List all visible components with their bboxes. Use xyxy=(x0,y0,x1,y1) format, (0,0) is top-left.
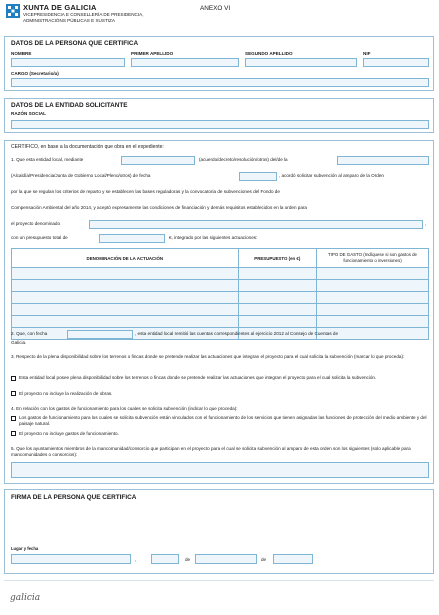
de-2: de xyxy=(261,557,267,562)
apellido1-label: PRIMER APELLIDO xyxy=(131,51,174,56)
table-row xyxy=(12,268,429,280)
p1-text-f: Compensación Ambiental del año 2014, y aceptó expresamente las condiciones de financiación y demás requisitos establecidos en la orden para xyxy=(11,205,307,210)
nombre-label: NOMBRE xyxy=(11,51,32,56)
p1-text-g: el proyecto denominado xyxy=(11,221,61,226)
total-budget-field[interactable] xyxy=(99,234,165,243)
nif-label: NIF xyxy=(363,51,371,56)
apellido1-field[interactable] xyxy=(131,58,239,67)
dept-line-1: VICEPRESIDENCIA E CONSELLERÍA DE PRESIDENCIA, xyxy=(23,12,144,17)
day-field[interactable] xyxy=(151,554,179,564)
place-comma: , xyxy=(135,557,137,562)
month-field[interactable] xyxy=(195,554,257,564)
p1-text-a: 1. Que esta entidad local, mediante xyxy=(11,157,84,162)
person-section xyxy=(4,36,434,91)
table-row xyxy=(12,292,429,304)
p3-option2-checkbox[interactable] xyxy=(11,391,16,396)
apellido2-label: SEGUNDO APELLIDO xyxy=(245,51,293,56)
p4-option1-checkbox[interactable] xyxy=(11,416,16,421)
footer-logo: galicia xyxy=(10,593,41,603)
p1-text-h: con un presupuesto total de xyxy=(11,235,68,240)
razon-social-field[interactable] xyxy=(11,120,429,129)
entity-section xyxy=(4,98,434,133)
table-row xyxy=(12,280,429,292)
signature-section-title: FIRMA DE LA PERSONA QUE CERTIFICA xyxy=(11,494,137,501)
p3-option1-text: Esta entidad local posee plena disponibilidad sobre los terrenos o fincas donde se pretende realizar las actuaciones que integran el proyecto para el cual solicita la subvención. xyxy=(19,375,377,380)
p1-text-d: , acordó solicitar subvención al amparo de la Orden xyxy=(279,173,384,178)
place-field[interactable] xyxy=(11,554,131,564)
p1-act-type-field[interactable] xyxy=(121,156,195,165)
nombre-field[interactable] xyxy=(11,58,125,67)
table-row xyxy=(12,316,429,328)
p2-text-b: , esta entidad local remitió las cuentas correspondientes al ejercicio 2012 al Consejo de Cuentas de xyxy=(135,331,339,336)
person-section-title: DATOS DE LA PERSONA QUE CERTIFICA xyxy=(11,40,139,47)
p4-option1-text: Los gastos de funcionamiento para los cuales se solicita subvención están vinculados con el funcionamiento de los servicios que tienen asignadas las funciones de protección del medio ambiente y del paisaje natural. xyxy=(19,415,427,426)
p1-comma: , xyxy=(425,221,427,226)
entity-section-title: DATOS DE LA ENTIDAD SOLICITANTE xyxy=(11,102,128,109)
p1-text-i: €, integrado por las siguientes actuaciones: xyxy=(169,235,258,240)
cargo-label: CARGO (Secretario/a) xyxy=(11,71,59,76)
p3-option1-checkbox[interactable] xyxy=(11,376,16,381)
razon-social-label: RAZÓN SOCIAL xyxy=(11,111,46,116)
p1-text-b: (acuerdo/decreto/resolución/otros) del/de la xyxy=(199,157,288,162)
actions-table xyxy=(11,248,429,340)
dept-line-2: ADMINISTRACIÓNS PÚBLICAS E XUSTIZA xyxy=(23,18,115,23)
p3-option2-text: El proyecto no incluye la realización de obras. xyxy=(19,391,113,396)
p1-text-e: por la que se regulan los criterios de reparto y se establecen las bases reguladoras y la convocatoria de subvenciones del Fondo de xyxy=(11,189,280,194)
p1-organ-field[interactable] xyxy=(337,156,429,165)
p3-text: 3. Respecto de la plena disponibilidad sobre los terrenos o fincas donde se pretende realizar las actuaciones que integran el proyecto para el cual solicita la subvención (marcar lo que proceda): xyxy=(11,354,405,359)
footer xyxy=(4,580,434,611)
certify-section xyxy=(4,140,434,484)
certify-intro: CERTIFICO, en base a la documentación que obra en el expediente: xyxy=(11,144,164,150)
header xyxy=(0,0,439,24)
annex-label: ANEXO VI xyxy=(200,5,231,12)
xunta-logo-icon xyxy=(6,4,20,18)
p2-text-a: 2. Que, con fecha xyxy=(11,331,48,336)
municipalities-field[interactable] xyxy=(11,462,429,478)
year-field[interactable] xyxy=(273,554,313,564)
apellido2-field[interactable] xyxy=(245,58,357,67)
de-1: de xyxy=(185,557,191,562)
col-denominacion: DENOMINACIÓN DE LA ACTUACIÓN xyxy=(12,249,239,268)
p2-text-c: Galicia. xyxy=(11,340,27,345)
table-row xyxy=(12,304,429,316)
p4-option2-text: El proyecto no incluye gastos de funcionamiento. xyxy=(19,431,119,436)
p5-text: 5. Que los ayuntamientos miembros de la mancomunidad/consorcio que participan en el proyecto para el cual se solicita subvención al amparo de esta orden son los siguientes (solo aplicable para mancomunidades o consorcios): xyxy=(11,446,411,457)
place-date-label: Lugar y fecha xyxy=(11,546,39,551)
p2-date-field[interactable] xyxy=(67,330,133,339)
logo-name: XUNTA DE GALICIA xyxy=(23,3,97,12)
nif-field[interactable] xyxy=(363,58,429,67)
col-presupuesto: PRESUPUESTO (en €) xyxy=(238,249,316,268)
p4-option2-checkbox[interactable] xyxy=(11,431,16,436)
p1-text-c: (Alcaldía/Presidencia/Junta de Gobierno Local/Pleno/otros) de fecha xyxy=(11,173,151,178)
p4-text: 4. En relación con los gastos de funcionamiento para los cuales se solicita subvención (indicar lo que proceda): xyxy=(11,406,238,411)
cargo-field[interactable] xyxy=(11,78,429,87)
signature-section xyxy=(4,489,434,574)
actions-table-header xyxy=(12,249,429,268)
project-name-field[interactable] xyxy=(89,220,423,229)
col-tipo-gasto: TIPO DE GASTO (Indíquese si son gastos de funcionamiento o inversiones) xyxy=(317,249,429,268)
p1-date-field[interactable] xyxy=(239,172,277,181)
